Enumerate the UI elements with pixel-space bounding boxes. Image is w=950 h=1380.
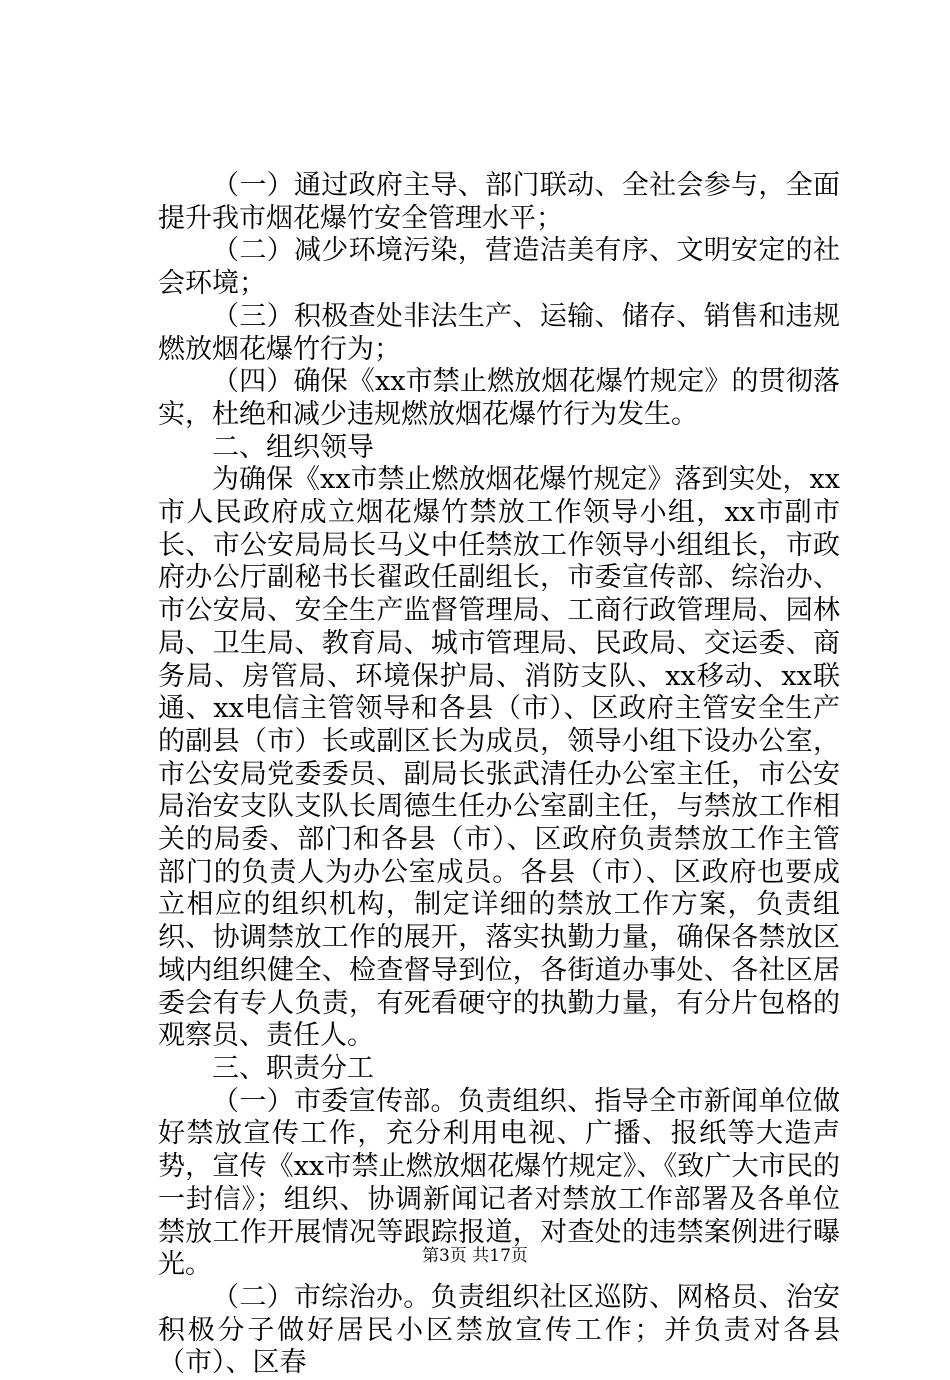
section-heading-organization: 二、组织领导 [212,431,374,463]
paragraph-goal-2: （二）减少环境污染，营造洁美有序、文明安定的社会环境； [158,235,840,300]
section-heading-duties: 三、职责分工 [212,1052,374,1084]
paragraph-duty-1: （一）市委宣传部。负责组织、指导全市新闻单位做好禁放宣传工作，充分利用电视、广播、报纸等大造声势，宣传《xx市禁止燃放烟花爆竹规定》、《致广大市民的一封信》；组织、协调新闻记者对禁放工作部署及各单位禁放工作开展情况等跟踪报道，对查处的违禁案例进行曝光。 [158,1085,840,1281]
paragraph-goal-4: （四）确保《xx市禁止燃放烟花爆竹规定》的贯彻落实，杜绝和减少违规燃放烟花爆竹行为发生。 [158,366,840,430]
paragraph-duty-2: （二）市综治办。负责组织社区巡防、网格员、治安积极分子做好居民小区禁放宣传工作；并负责对各县（市）、区春 [158,1281,840,1379]
page-footer: 第3页 共17页 [422,1246,528,1266]
paragraph-goal-1: （一）通过政府主导、部门联动、全社会参与，全面提升我市烟花爆竹安全管理水平； [158,170,840,234]
paragraph-organization: 为确保《xx市禁止燃放烟花爆竹规定》落到实处，xx市人民政府成立烟花爆竹禁放工作领导小组，xx市副市长、市公安局局长马义中任禁放工作领导小组组长，市政府办公厅副秘书长翟政任副组长，市委宣传部、综治办、市公安局、安全生产监督管理局、工商行政管理局、园林局、卫生局、教育局、城市管理局、民政局、交运委、商务局、房管局、环境保护局、消防支队、xx移动、xx联通、xx电信主管领导和各县（市）、区政府主管安全生产的副县（市）长或副区长为成员，领导小组下设办公室，市公安局党委委员、副局长张武清任办公室主任，市公安局治安支队支队长周德生任办公室副主任，与禁放工作相关的局委、部门和各县（市）、区政府负责禁放工作主管部门的负责人为办公室成员。各县（市）、区政府也要成立相应的组织机构，制定详细的禁放工作方案，负责组织、协调禁放工作的展开，落实执勤力量，确保各禁放区域内组织健全、检查督导到位，各街道办事处、各社区居委会有专人负责，有死看硬守的执勤力量，有分片包格的观察员、责任人。 [158,464,840,1052]
document-body [158,170,840,1380]
paragraph-goal-3: （三）积极查处非法生产、运输、储存、销售和违规燃放烟花爆竹行为； [158,300,840,365]
